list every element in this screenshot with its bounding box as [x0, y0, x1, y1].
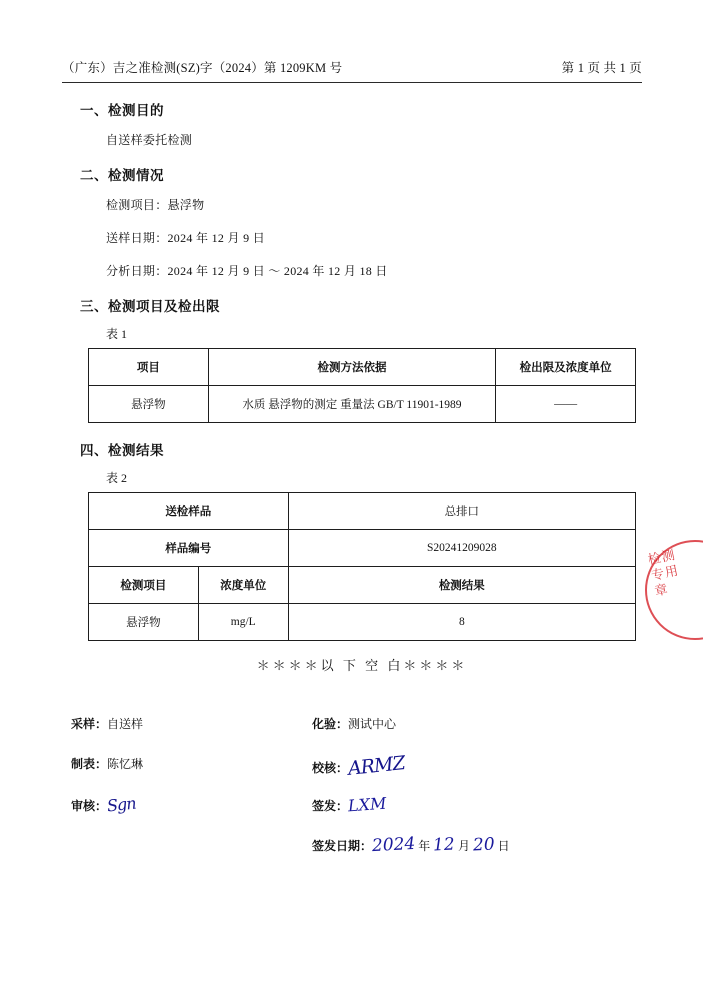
- signature-row-issue-date: [62, 835, 642, 875]
- sampling-field: [71, 715, 143, 732]
- section-results: [62, 439, 642, 674]
- maker-value: 陈忆琳: [107, 757, 144, 771]
- section-title: 三、检测项目及检出限: [80, 299, 220, 314]
- official-seal-text: 检测专用章: [646, 546, 681, 599]
- issue-date-month-suffix: 月: [457, 839, 470, 853]
- section-purpose: [62, 99, 642, 148]
- section-title: 二、检测情况: [80, 168, 164, 183]
- table-header-row: [89, 349, 636, 386]
- results-header-unit: 浓度单位: [198, 567, 288, 604]
- results-sample-value: 总排口: [288, 493, 635, 530]
- checker-field: [312, 752, 406, 780]
- section-detection-limit: [62, 295, 642, 423]
- auditor-label: 审核：: [71, 799, 108, 813]
- table-row: [89, 530, 636, 567]
- table1-header-item: 项目: [89, 349, 209, 386]
- blank-below-note: ＊＊＊＊以 下 空 白＊＊＊＊: [256, 658, 468, 673]
- sample-date-line: 送样日期：2024 年 12 月 9 日: [106, 231, 266, 245]
- issuer-field: [312, 795, 386, 814]
- auditor-signature: Sgn: [106, 793, 137, 816]
- maker-field: [71, 755, 143, 772]
- auditor-field: [71, 795, 136, 814]
- document-header: [62, 58, 642, 83]
- table-row: [89, 493, 636, 530]
- section-situation: [62, 164, 642, 279]
- table1-cell-limit: ——: [496, 386, 636, 423]
- checker-label: 校核：: [312, 761, 349, 775]
- purpose-line: 自送样委托检测: [106, 133, 193, 147]
- issue-date-field: [312, 835, 510, 855]
- table-row: [89, 386, 636, 423]
- table1-header-limit: 检出限及浓度单位: [496, 349, 636, 386]
- detection-limit-table: [88, 348, 636, 423]
- signature-row-sampling: [62, 715, 642, 755]
- signature-row-maker: [62, 752, 642, 795]
- section-body: [106, 131, 642, 148]
- section-body: [106, 196, 642, 279]
- analysis-date-line: 分析日期：2024 年 12 月 9 日 ～ 2024 年 12 月 18 日: [106, 264, 388, 278]
- results-header-value: 检测结果: [288, 567, 635, 604]
- table1-cell-item: 悬浮物: [89, 386, 209, 423]
- issue-date-year: 2024: [371, 833, 416, 857]
- table1-caption: 表 1: [106, 327, 128, 341]
- table1-cell-method: 水质 悬浮物的测定 重量法 GB/T 11901-1989: [208, 386, 495, 423]
- results-cell-unit: mg/L: [198, 604, 288, 641]
- table-header-row: [89, 567, 636, 604]
- testing-value: 测试中心: [348, 717, 397, 731]
- maker-label: 制表：: [71, 757, 108, 771]
- sampling-label: 采样：: [71, 717, 108, 731]
- issue-date-label: 签发日期：: [312, 839, 373, 853]
- results-header-item: 检测项目: [89, 567, 199, 604]
- issue-date-day-suffix: 日: [497, 839, 510, 853]
- issue-date-month: 12: [432, 834, 456, 856]
- table2-caption: 表 2: [106, 471, 128, 485]
- signature-area: [62, 715, 642, 875]
- section-title: 一、检测目的: [80, 103, 164, 118]
- report-number: （广东）吉之准检测(SZ)字（2024）第 1209KM 号: [62, 61, 343, 75]
- page-indicator: 第 1 页 共 1 页: [561, 61, 642, 75]
- testing-field: [312, 715, 396, 732]
- issue-date-day: 20: [472, 834, 496, 856]
- results-sample-label: 送检样品: [89, 493, 289, 530]
- results-code-label: 样品编号: [89, 530, 289, 567]
- table1-header-method: 检测方法依据: [208, 349, 495, 386]
- signature-row-auditor: [62, 795, 642, 835]
- results-cell-item: 悬浮物: [89, 604, 199, 641]
- checker-signature: ARMZ: [347, 752, 406, 780]
- testing-label: 化验：: [312, 717, 349, 731]
- results-code-value: S20241209028: [288, 530, 635, 567]
- results-cell-value: 8: [288, 604, 635, 641]
- table-row: [89, 604, 636, 641]
- section-title: 四、检测结果: [80, 443, 164, 458]
- issuer-signature: LXM: [347, 793, 388, 816]
- sampling-value: 自送样: [107, 717, 144, 731]
- results-table: [88, 492, 636, 641]
- issuer-label: 签发：: [312, 799, 349, 813]
- issue-date-year-suffix: 年: [418, 839, 431, 853]
- report-sheet: [62, 58, 642, 674]
- test-item-line: 检测项目：悬浮物: [106, 198, 205, 212]
